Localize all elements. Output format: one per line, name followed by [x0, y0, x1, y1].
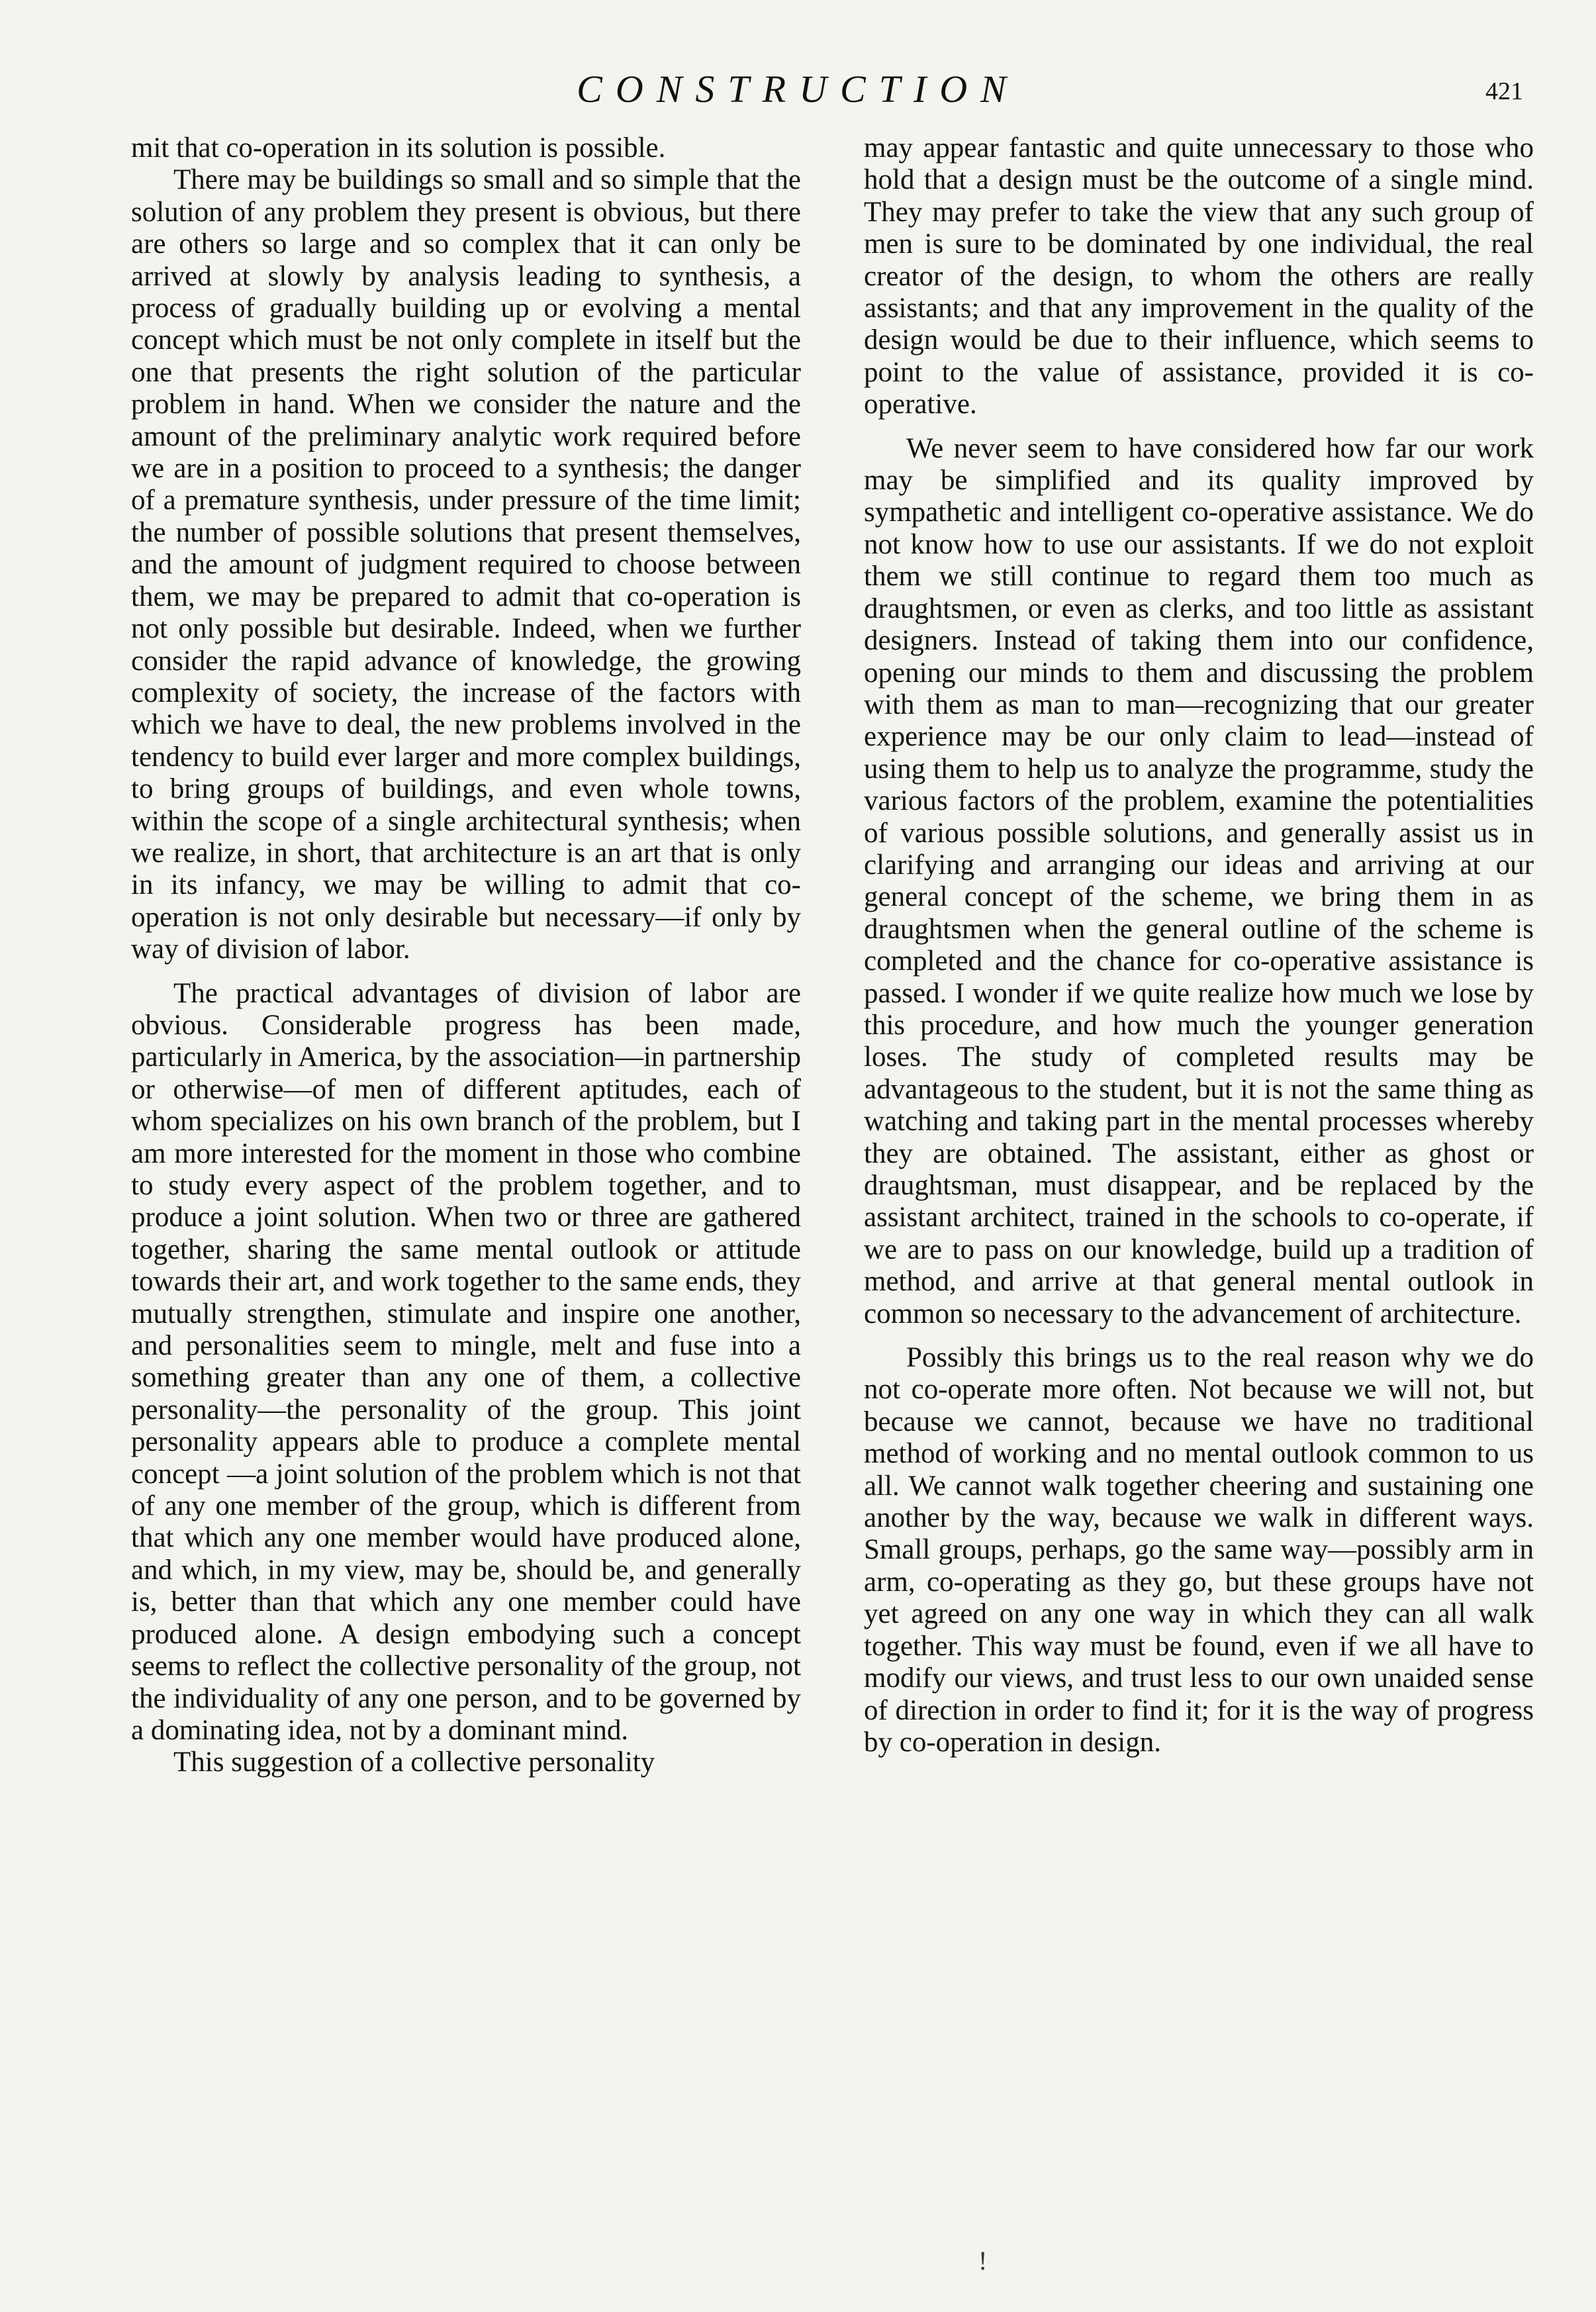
paragraph: mit that co-operation in its solution is possible. [131, 132, 666, 164]
paragraph: This suggestion of a collective personality [173, 1747, 655, 1778]
paragraph: may appear fantastic and quite unnecessary to those who hold that a design must be the outcome of a single mind. They may prefer to take the view that any such group of men is sure to be dominated by one individual, the real creator of the design, to whom the others are really assistants; and that any improvement in the quality of the design would be due to their influence, which seems to point to the value of assistance, provided it is co-operative. [864, 132, 1534, 420]
paragraph: Possibly this brings us to the real reason why we do not co-operate more often. Not because we will not, but because we cannot, because we have no traditional method of working and no mental outlook common to us all. We cannot walk together cheering and sustaining one another by the way, because we walk in different ways. Small groups, perhaps, go the same way—possibly arm in arm, co-operating as they go, but these groups have not yet agreed on any one way in which they can all walk together. This way must be found, even if we all have to modify our views, and trust less to our own unaided sense of direction in order to find it; for it is the way of progress by co-operation in design. [864, 1342, 1534, 1758]
running-header-title: CONSTRUCTION [577, 68, 1019, 111]
page-number: 421 [1485, 77, 1523, 105]
paragraph: The practical advantages of division of labor are obvious. Considerable progress has been made, particularly in America, by the association—in partnership or otherwise—of men of different aptitudes, each of whom specializes on his own branch of the problem, but I am more interested for the moment in those who combine to study every aspect of the problem together, and to produce a joint solution. When two or three are gathered together, sharing the same mental outlook or attitude towards their art, and work together to the same ends, they mutually strengthen, stimulate and inspire one another, and personalities seem to mingle, melt and fuse into a something greater than any one of them, a collective personality—the personality of the group. This joint personality appears able to produce a complete mental concept —a joint solution of the problem which is not that of any one member of the group, which is different from that which any one member would have produced alone, and which, in my view, may be, should be, and generally is, better than that which any one member could have produced alone. A design embodying such a concept seems to reflect the collective personality of the group, not the individuality of any one person, and to be governed by a dominating idea, not by a dominant mind. [131, 977, 801, 1746]
paragraph: We never seem to have considered how far our work may be simplified and its quality improved by sympathetic and intelligent co-operative assistance. We do not know how to use our assistants. If we do not exploit them we still continue to regard them too much as draughtsmen, or even as clerks, and too little as assistant designers. Instead of taking them into our confidence, opening our minds to them and discussing the problem with them as man to man—recognizing that our greater experience may be our only claim to lead—instead of using them to help us to analyze the programme, study the various factors of the problem, examine the potentialities of various possible solutions, and generally assist us in clarifying and arranging our ideas and arriving at our general concept of the scheme, we bring them in as draughtsmen when the general outline of the scheme is completed and the chance for co-operative assistance is passed. I wonder if we quite realize how much we lose by this procedure, and how much the younger generation loses. The study of completed results may be advantageous to the student, but it is not the same thing as watching and taking part in the mental processes whereby they are obtained. The assistant, either as ghost or draughtsman, must disappear, and be replaced by the assistant architect, trained in the schools to co-operate, if we are to pass on our knowledge, build up a tradition of method, and arrive at that general mental outlook in common so necessary to the advancement of architecture. [864, 432, 1534, 1329]
paragraph: There may be buildings so small and so simple that the solution of any problem they present is obvious, but there are others so large and so complex that it can only be arrived at slowly by analysis leading to synthesis, a process of gradually building up or evolving a mental concept which must be not only complete in itself but the one that presents the right solution of the particular problem in hand. When we consider the nature and the amount of the preliminary analytic work required before we are in a position to proceed to a synthesis; the danger of a premature synthesis, under pressure of the time limit; the number of possible solutions that present themselves, and the amount of judgment required to choose between them, we may be prepared to admit that co-operation is not only possible but desirable. Indeed, when we further consider the rapid advance of knowledge, the growing complexity of society, the increase of the factors with which we have to deal, the new problems involved in the tendency to build ever larger and more complex buildings, to bring groups of buildings, and even whole towns, within the scope of a single architectural synthesis; when we realize, in short, that architecture is an art that is only in its infancy, we may be willing to admit that co-operation is not only desirable but necessary—if only by way of division of labor. [131, 164, 801, 965]
stray-print-mark: ! [978, 2246, 988, 2276]
left-column [131, 132, 801, 1779]
right-column [864, 132, 1534, 1758]
